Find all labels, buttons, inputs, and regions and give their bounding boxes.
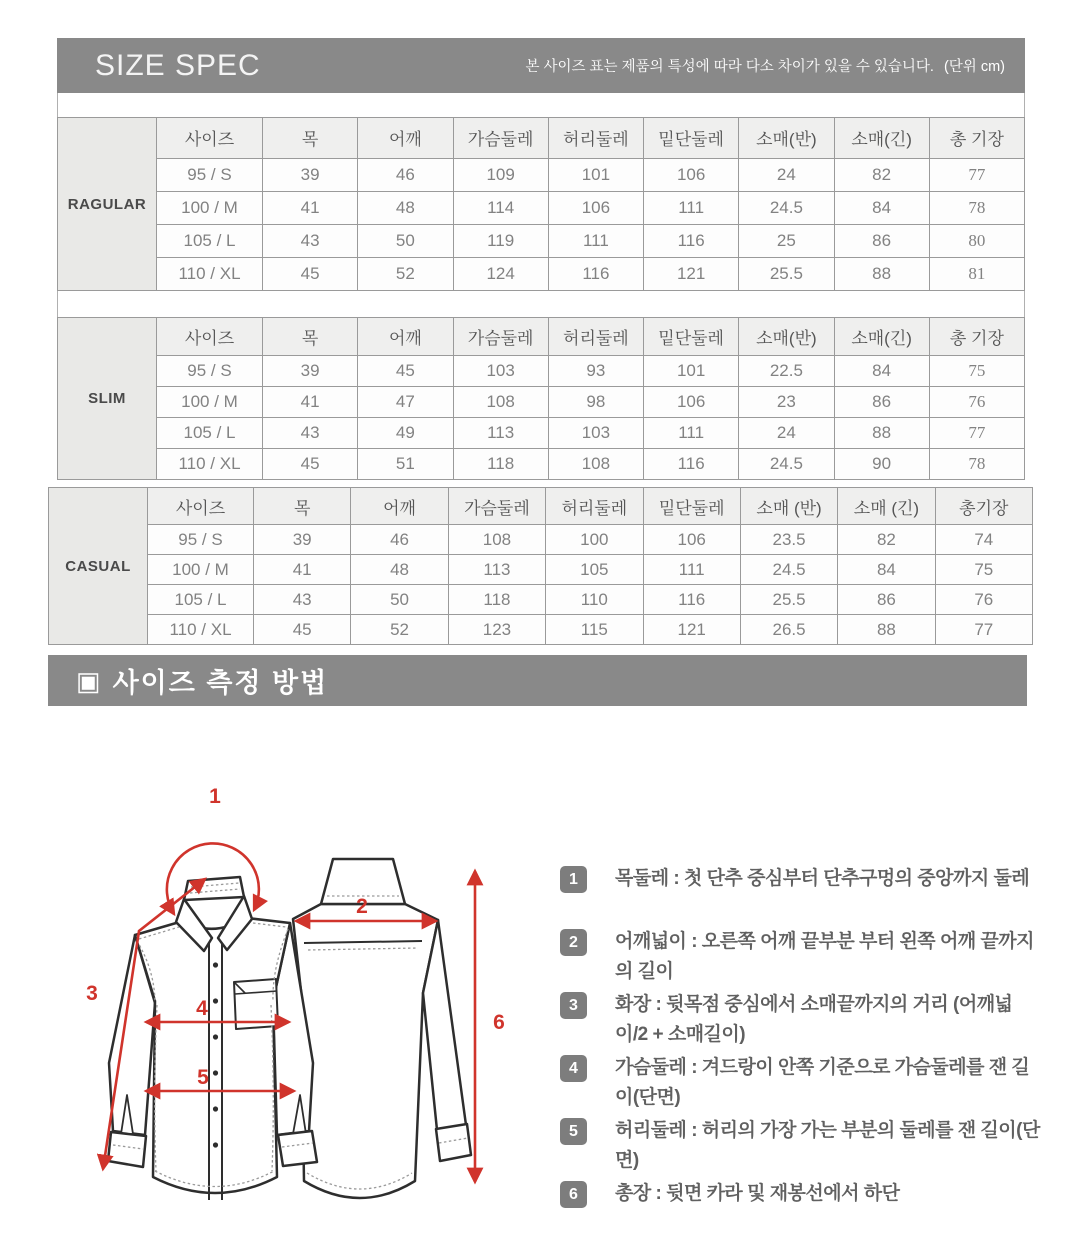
table-gap-row <box>57 93 1025 117</box>
size-cell: 105 / L <box>148 585 254 615</box>
size-cell: 93 <box>548 356 643 387</box>
size-cell: 22.5 <box>739 356 834 387</box>
size-row <box>49 525 1033 555</box>
size-cell: 80 <box>929 224 1024 257</box>
column-header: 소매(긴) <box>834 118 929 159</box>
notice-text: 본 사이즈 표는 제품의 특성에 따라 다소 차이가 있을 수 있습니다. <box>525 59 934 75</box>
size-cell: 45 <box>254 615 351 645</box>
size-cell: 110 <box>546 585 643 615</box>
size-cell: 46 <box>358 158 453 191</box>
size-cell: 76 <box>935 585 1032 615</box>
size-cell: 95 / S <box>157 158 263 191</box>
size-cell: 75 <box>929 356 1024 387</box>
size-cell: 95 / S <box>157 356 263 387</box>
size-cell: 106 <box>644 387 739 418</box>
size-cell: 101 <box>548 158 643 191</box>
square-bullet-icon: ▣ <box>76 665 101 696</box>
measure-item-text: 목둘레 : 첫 단추 중심부터 단추구멍의 중앙까지 둘레 <box>615 868 1030 889</box>
column-header: 사이즈 <box>157 318 263 356</box>
size-cell: 24.5 <box>739 191 834 224</box>
column-header: 소매 (긴) <box>838 488 935 525</box>
size-table-casual <box>48 487 1033 645</box>
shirt-measurement-diagram <box>55 763 555 1225</box>
column-header: 목 <box>254 488 351 525</box>
unit-label: (단위 cm) <box>943 59 1005 75</box>
size-cell: 105 / L <box>157 224 263 257</box>
diagram-label-2: 2 <box>356 895 368 918</box>
size-cell: 86 <box>834 224 929 257</box>
size-cell: 86 <box>838 585 935 615</box>
size-row <box>58 158 1025 191</box>
size-row <box>49 615 1033 645</box>
size-cell: 113 <box>448 555 545 585</box>
column-header: 소매 (반) <box>740 488 837 525</box>
group-label: SLIM <box>58 318 157 480</box>
size-cell: 84 <box>838 555 935 585</box>
size-cell: 49 <box>358 418 453 449</box>
column-header: 목 <box>263 118 358 159</box>
size-row <box>49 585 1033 615</box>
size-cell: 105 <box>546 555 643 585</box>
column-header: 총기장 <box>935 488 1032 525</box>
size-cell: 39 <box>263 158 358 191</box>
size-cell: 48 <box>351 555 448 585</box>
size-cell: 88 <box>838 615 935 645</box>
size-cell: 41 <box>263 387 358 418</box>
size-cell: 26.5 <box>740 615 837 645</box>
size-cell: 45 <box>263 449 358 480</box>
size-cell: 111 <box>643 555 740 585</box>
header-row <box>58 318 1025 356</box>
header-row <box>49 488 1033 525</box>
size-cell: 25.5 <box>739 257 834 290</box>
column-header: 어깨 <box>358 118 453 159</box>
size-row <box>49 555 1033 585</box>
diagram-label-5: 5 <box>197 1066 209 1089</box>
size-cell: 23 <box>739 387 834 418</box>
column-header: 소매(반) <box>739 318 834 356</box>
size-cell: 50 <box>358 224 453 257</box>
size-cell: 121 <box>643 615 740 645</box>
column-header: 밑단둘레 <box>644 118 739 159</box>
measure-item-text: 허리둘레 : 허리의 가장 가는 부분의 둘레를 잰 길이(단면) <box>615 1120 1040 1171</box>
size-row <box>58 257 1025 290</box>
size-cell: 116 <box>643 585 740 615</box>
size-cell: 50 <box>351 585 448 615</box>
column-header: 허리둘레 <box>548 118 643 159</box>
measure-item-badge: 3 <box>560 992 587 1019</box>
size-cell: 43 <box>263 418 358 449</box>
size-cell: 108 <box>548 449 643 480</box>
size-cell: 77 <box>929 418 1024 449</box>
size-cell: 123 <box>448 615 545 645</box>
size-cell: 100 / M <box>148 555 254 585</box>
column-header: 소매(긴) <box>834 318 929 356</box>
size-row <box>58 356 1025 387</box>
size-cell: 48 <box>358 191 453 224</box>
measure-item-text: 가슴둘레 : 겨드랑이 안쪽 기준으로 가슴둘레를 잰 길이(단면) <box>615 1057 1030 1108</box>
size-cell: 84 <box>834 191 929 224</box>
diagram-label-3: 3 <box>86 982 98 1005</box>
size-cell: 106 <box>644 158 739 191</box>
size-cell: 41 <box>254 555 351 585</box>
size-cell: 100 / M <box>157 387 263 418</box>
size-cell: 111 <box>548 224 643 257</box>
size-cell: 111 <box>644 418 739 449</box>
size-cell: 103 <box>548 418 643 449</box>
size-cell: 110 / XL <box>157 257 263 290</box>
column-header: 총 기장 <box>929 118 1024 159</box>
size-cell: 103 <box>453 356 548 387</box>
measure-guide-list <box>560 864 1040 1212</box>
column-header: 가슴둘레 <box>453 118 548 159</box>
size-cell: 98 <box>548 387 643 418</box>
size-cell: 75 <box>935 555 1032 585</box>
size-cell: 116 <box>644 449 739 480</box>
column-header: 사이즈 <box>157 118 263 159</box>
size-cell: 82 <box>838 525 935 555</box>
size-cell: 101 <box>644 356 739 387</box>
size-cell: 47 <box>358 387 453 418</box>
size-cell: 95 / S <box>148 525 254 555</box>
size-cell: 115 <box>546 615 643 645</box>
size-cell: 88 <box>834 418 929 449</box>
size-cell: 43 <box>263 224 358 257</box>
column-header: 사이즈 <box>148 488 254 525</box>
column-header: 허리둘레 <box>546 488 643 525</box>
size-cell: 24 <box>739 418 834 449</box>
column-header: 소매(반) <box>739 118 834 159</box>
header-row <box>58 118 1025 159</box>
size-cell: 51 <box>358 449 453 480</box>
size-cell: 114 <box>453 191 548 224</box>
measure-item-4 <box>560 1053 1040 1113</box>
size-cell: 118 <box>453 449 548 480</box>
column-header: 어깨 <box>351 488 448 525</box>
column-header: 가슴둘레 <box>448 488 545 525</box>
size-cell: 78 <box>929 449 1024 480</box>
measure-item-text: 총장 : 뒷면 카라 및 재봉선에서 하단 <box>615 1183 900 1204</box>
size-cell: 109 <box>453 158 548 191</box>
size-cell: 76 <box>929 387 1024 418</box>
diagram-label-4: 4 <box>196 997 208 1020</box>
size-cell: 24.5 <box>740 555 837 585</box>
measure-item-badge: 2 <box>560 929 587 956</box>
size-cell: 77 <box>929 158 1024 191</box>
size-cell: 106 <box>643 525 740 555</box>
size-spec-header-bar <box>57 38 1025 93</box>
size-table-slim <box>57 317 1025 480</box>
section-title: 사이즈 측정 방법 <box>112 668 329 698</box>
size-cell: 82 <box>834 158 929 191</box>
group-label: RAGULAR <box>58 118 157 291</box>
size-cell: 106 <box>548 191 643 224</box>
size-row <box>58 418 1025 449</box>
size-cell: 110 / XL <box>157 449 263 480</box>
size-notice <box>525 55 1005 76</box>
size-row <box>58 224 1025 257</box>
size-cell: 23.5 <box>740 525 837 555</box>
table-gap-row <box>57 291 1025 317</box>
size-cell: 100 / M <box>157 191 263 224</box>
size-cell: 110 / XL <box>148 615 254 645</box>
size-cell: 116 <box>644 224 739 257</box>
back-shirt-outline <box>293 859 471 1198</box>
column-header: 허리둘레 <box>548 318 643 356</box>
size-cell: 45 <box>263 257 358 290</box>
page-title: SIZE SPEC <box>95 48 261 82</box>
measure-item-1 <box>560 864 1040 924</box>
size-cell: 124 <box>453 257 548 290</box>
column-header: 밑단둘레 <box>643 488 740 525</box>
size-cell: 46 <box>351 525 448 555</box>
measure-section-header-bar <box>48 655 1027 706</box>
size-cell: 84 <box>834 356 929 387</box>
measure-item-badge: 5 <box>560 1118 587 1145</box>
measure-item-text: 화장 : 뒷목점 중심에서 소매끝까지의 거리 (어깨넓이/2 + 소매길이) <box>615 994 1013 1045</box>
size-cell: 86 <box>834 387 929 418</box>
size-cell: 39 <box>263 356 358 387</box>
diagram-label-6: 6 <box>493 1011 505 1034</box>
front-shirt-outline <box>108 877 317 1200</box>
size-cell: 74 <box>935 525 1032 555</box>
column-header: 밑단둘레 <box>644 318 739 356</box>
size-cell: 108 <box>453 387 548 418</box>
measure-item-3 <box>560 990 1040 1050</box>
size-cell: 52 <box>358 257 453 290</box>
size-cell: 118 <box>448 585 545 615</box>
size-cell: 25.5 <box>740 585 837 615</box>
size-cell: 108 <box>448 525 545 555</box>
diagram-label-1: 1 <box>209 785 221 808</box>
size-row <box>58 191 1025 224</box>
measure-item-badge: 6 <box>560 1181 587 1208</box>
column-header: 가슴둘레 <box>453 318 548 356</box>
measure-item-6 <box>560 1179 1040 1209</box>
size-row <box>58 387 1025 418</box>
size-table-regular <box>57 117 1025 291</box>
size-cell: 78 <box>929 191 1024 224</box>
size-cell: 105 / L <box>157 418 263 449</box>
size-cell: 39 <box>254 525 351 555</box>
size-cell: 121 <box>644 257 739 290</box>
size-cell: 77 <box>935 615 1032 645</box>
measure-item-text: 어깨넓이 : 오른쪽 어깨 끝부분 부터 왼쪽 어깨 끝까지의 길이 <box>615 931 1034 982</box>
size-cell: 88 <box>834 257 929 290</box>
size-cell: 113 <box>453 418 548 449</box>
size-cell: 43 <box>254 585 351 615</box>
measure-item-badge: 4 <box>560 1055 587 1082</box>
size-cell: 24.5 <box>739 449 834 480</box>
size-cell: 100 <box>546 525 643 555</box>
measure-item-2 <box>560 927 1040 987</box>
size-cell: 90 <box>834 449 929 480</box>
size-cell: 24 <box>739 158 834 191</box>
measure-item-5 <box>560 1116 1040 1176</box>
measure-item-badge: 1 <box>560 866 587 893</box>
size-cell: 81 <box>929 257 1024 290</box>
column-header: 총 기장 <box>929 318 1024 356</box>
group-label: CASUAL <box>49 488 148 645</box>
size-row <box>58 449 1025 480</box>
size-cell: 111 <box>644 191 739 224</box>
size-cell: 41 <box>263 191 358 224</box>
size-cell: 119 <box>453 224 548 257</box>
size-cell: 52 <box>351 615 448 645</box>
size-cell: 45 <box>358 356 453 387</box>
size-cell: 25 <box>739 224 834 257</box>
size-cell: 116 <box>548 257 643 290</box>
column-header: 목 <box>263 318 358 356</box>
column-header: 어깨 <box>358 318 453 356</box>
